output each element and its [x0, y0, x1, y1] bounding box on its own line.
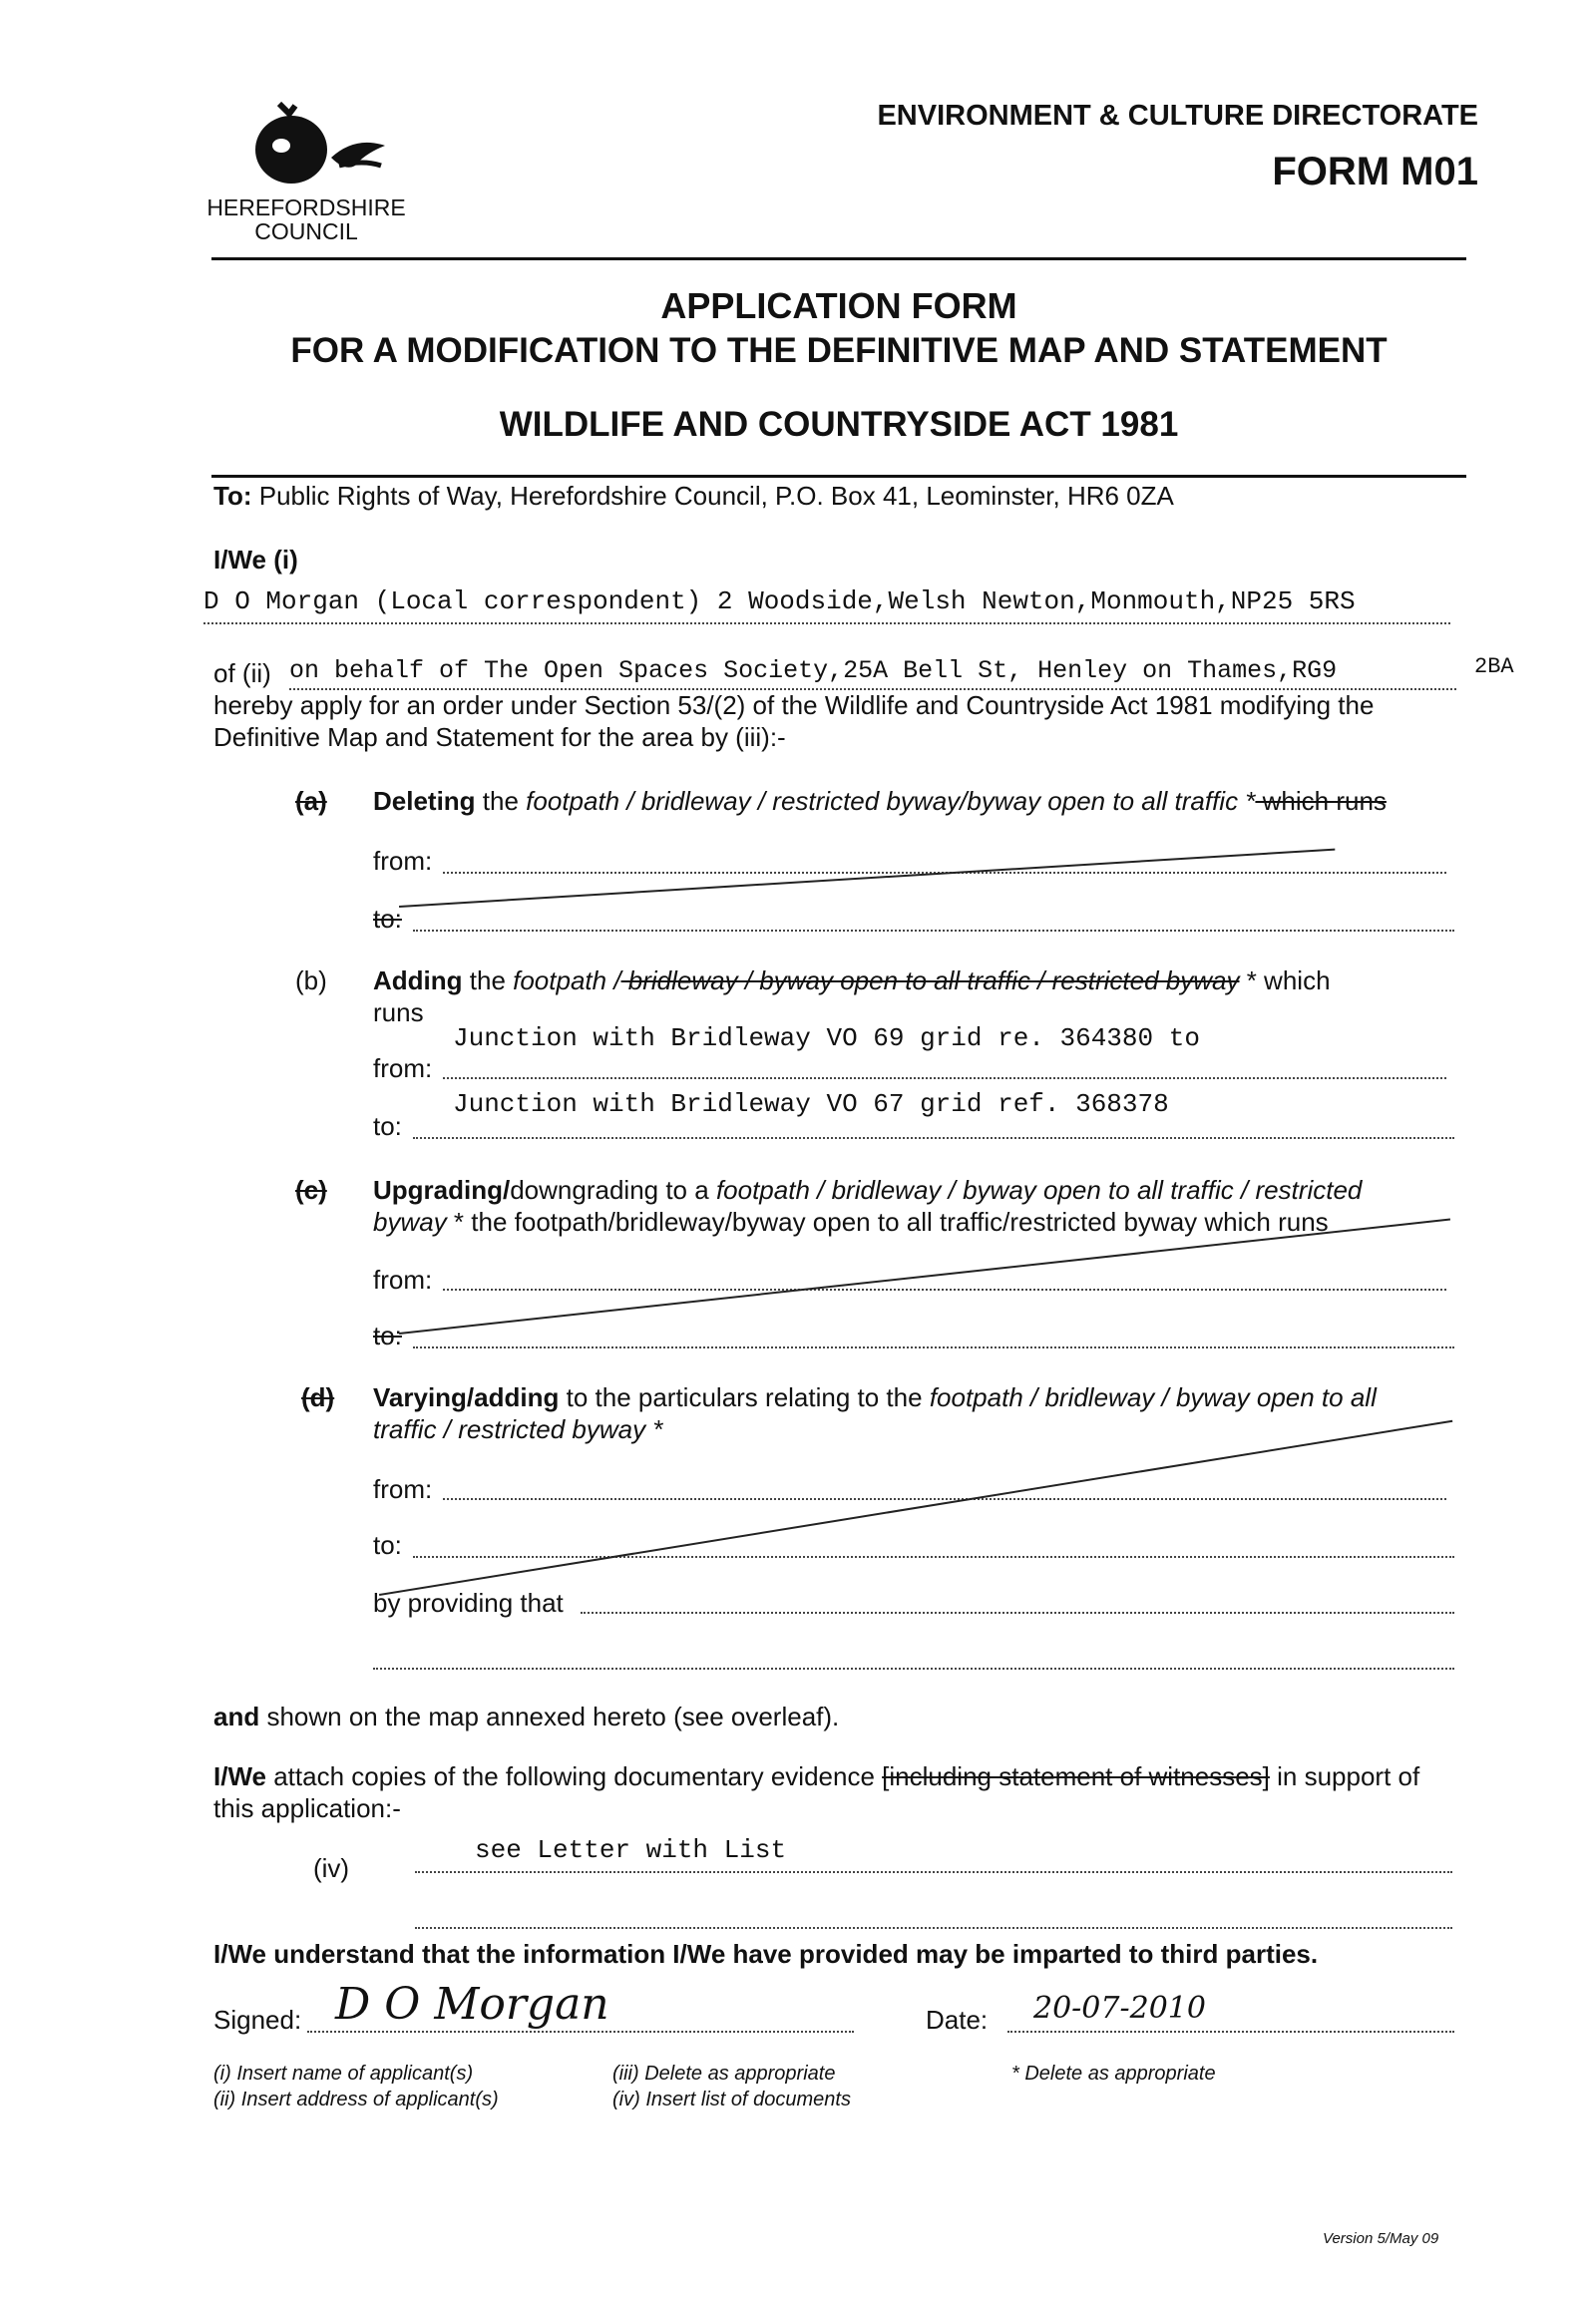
section-d-to-line — [413, 1556, 1454, 1558]
map-annex-text — [213, 1702, 839, 1732]
evidence-prefix: I/We — [213, 1761, 266, 1791]
apple-logo-icon — [235, 96, 405, 195]
footnote-3: (iii) Delete as appropriate — [612, 2063, 836, 2085]
apply-text-1: hereby apply for an order under Section 53/(2) of the Wildlife and Countryside Act 1981 modifying the — [213, 690, 1375, 720]
evidence-text-2: in support of — [1269, 1761, 1420, 1791]
council-logo — [235, 96, 405, 195]
section-c-from-label: from: — [373, 1265, 433, 1295]
evidence-text — [213, 1761, 1419, 1792]
section-d-bold: Varying/adding — [373, 1382, 560, 1412]
section-d-italic: footpath / bridleway / byway open to all — [929, 1382, 1377, 1412]
footnote-1: (i) Insert name of applicant(s) — [213, 2063, 474, 2085]
section-a-to-label: to: — [373, 904, 402, 934]
section-c-to-line — [413, 1346, 1454, 1348]
section-d-providing-label: by providing that — [373, 1588, 564, 1618]
footnote-5: * Delete as appropriate — [1011, 2063, 1216, 2085]
evidence-text-1: attach copies of the following documentary evidence — [265, 1761, 883, 1791]
section-a-marker: (a) — [295, 786, 327, 816]
council-name-line1: HEREFORDSHIRE — [206, 194, 406, 220]
footnote-2: (ii) Insert address of applicant(s) — [213, 2089, 499, 2110]
evidence-line-2 — [415, 1927, 1452, 1929]
section-a-italic: footpath / bridleway / restricted byway/byway open to all traffic * — [526, 786, 1256, 816]
section-b-to-value[interactable]: Junction with Bridleway VO 67 grid ref. 368378 — [453, 1089, 1169, 1119]
section-d-text: to the particulars relating to the — [559, 1382, 930, 1412]
version-label: Version 5/May 09 — [1323, 2230, 1439, 2247]
section-a-text: the — [475, 786, 527, 816]
section-c-italic-2: byway — [373, 1207, 447, 1237]
title-rule — [211, 475, 1466, 478]
applicant-name-line — [203, 622, 1450, 624]
section-d-heading — [373, 1382, 1377, 1413]
form-subtitle: FOR A MODIFICATION TO THE DEFINITIVE MAP AND STATEMENT — [290, 331, 1388, 370]
signature-value[interactable]: D O Morgan — [335, 1979, 609, 2030]
section-c-italic: footpath / bridleway / byway open to all traffic / restricted — [715, 1175, 1363, 1205]
date-label: Date: — [926, 2005, 989, 2035]
section-c-text: downgrading to a — [510, 1175, 716, 1205]
section-d-heading-2: traffic / restricted byway * — [373, 1414, 663, 1444]
section-a-cross-line — [399, 849, 1335, 908]
form-code: FORM M01 — [1272, 150, 1478, 193]
section-b-italic: footpath / — [513, 965, 621, 995]
section-b-from-value[interactable]: Junction with Bridleway VO 69 grid re. 364380 to — [453, 1023, 1200, 1053]
section-c-heading-2 — [373, 1207, 1329, 1238]
section-b-runs: runs — [373, 997, 424, 1027]
section-b-to-label: to: — [373, 1111, 402, 1141]
section-a-from-label: from: — [373, 846, 433, 876]
section-a-to-line — [413, 930, 1454, 932]
evidence-value[interactable]: see Letter with List — [475, 1835, 787, 1865]
section-d-from-label: from: — [373, 1474, 433, 1504]
evidence-struck: [including statement of witnesses] — [882, 1761, 1270, 1791]
section-b-marker: (b) — [295, 965, 327, 995]
section-c-marker: (c) — [295, 1175, 327, 1205]
section-b-text2: * which — [1239, 965, 1331, 995]
signed-label: Signed: — [213, 2005, 302, 2035]
form-title: APPLICATION FORM — [660, 285, 1017, 326]
section-d-cross-line — [379, 1420, 1452, 1596]
section-a-struck: which runs — [1255, 786, 1387, 816]
section-b-text: the — [462, 965, 514, 995]
understand-statement: I/We understand that the information I/We have provided may be imparted to third parties. — [213, 1939, 1319, 1969]
header-rule — [211, 257, 1466, 260]
section-d-providing-line — [581, 1612, 1454, 1614]
section-d-marker: (d) — [301, 1382, 335, 1412]
footnote-4: (iv) Insert list of documents — [612, 2089, 851, 2110]
council-name — [201, 195, 411, 243]
section-b-to-line — [413, 1137, 1454, 1139]
map-annex-rest: shown on the map annexed hereto (see overleaf). — [259, 1702, 840, 1731]
directorate-title: ENVIRONMENT & CULTURE DIRECTORATE — [877, 100, 1478, 132]
section-d-from-line — [443, 1498, 1446, 1500]
section-d-providing-line-2 — [373, 1668, 1454, 1670]
council-name-line2: COUNCIL — [254, 218, 358, 244]
section-a-bold: Deleting — [373, 786, 476, 816]
applicant-prefix: I/We (i) — [213, 545, 298, 574]
to-address — [213, 481, 1174, 512]
to-label: To: — [213, 481, 252, 511]
evidence-text-3: this application:- — [213, 1793, 401, 1823]
section-c-to-label: to: — [373, 1321, 402, 1350]
section-c-from-line — [443, 1289, 1446, 1291]
of-label: of (ii) — [213, 658, 271, 688]
map-annex-bold: and — [213, 1702, 260, 1731]
evidence-line-1 — [415, 1871, 1452, 1873]
signature-line — [307, 2031, 854, 2033]
section-d-to-label: to: — [373, 1530, 402, 1560]
applicant-address-end: 2BA — [1474, 654, 1514, 679]
apply-text-2: Definitive Map and Statement for the area by (iii):- — [213, 722, 786, 752]
section-a-heading — [373, 786, 1387, 817]
section-c-heading — [373, 1175, 1362, 1206]
applicant-name-value[interactable]: D O Morgan (Local correspondent) 2 Woodside,Welsh Newton,Monmouth,NP25 5RS — [203, 586, 1356, 616]
section-b-heading — [373, 965, 1331, 996]
section-b-struck: bridleway / byway open to all traffic / restricted byway — [620, 965, 1240, 995]
applicant-address-value[interactable]: on behalf of The Open Spaces Society,25A Bell St, Henley on Thames,RG9 — [289, 656, 1338, 685]
section-c-bold: Upgrading/ — [373, 1175, 511, 1205]
section-b-from-line — [443, 1077, 1446, 1079]
date-value[interactable]: 20-07-2010 — [1033, 1991, 1206, 2026]
date-line — [1007, 2031, 1454, 2033]
to-address-text: Public Rights of Way, Herefordshire Council, P.O. Box 41, Leominster, HR6 0ZA — [258, 481, 1174, 511]
section-c-text-2: * the footpath/bridleway/byway open to all traffic/restricted byway which runs — [446, 1207, 1329, 1237]
section-b-from-label: from: — [373, 1053, 433, 1083]
evidence-marker: (iv) — [313, 1853, 350, 1883]
section-b-bold: Adding — [373, 965, 463, 995]
act-title: WILDLIFE AND COUNTRYSIDE ACT 1981 — [499, 405, 1179, 444]
